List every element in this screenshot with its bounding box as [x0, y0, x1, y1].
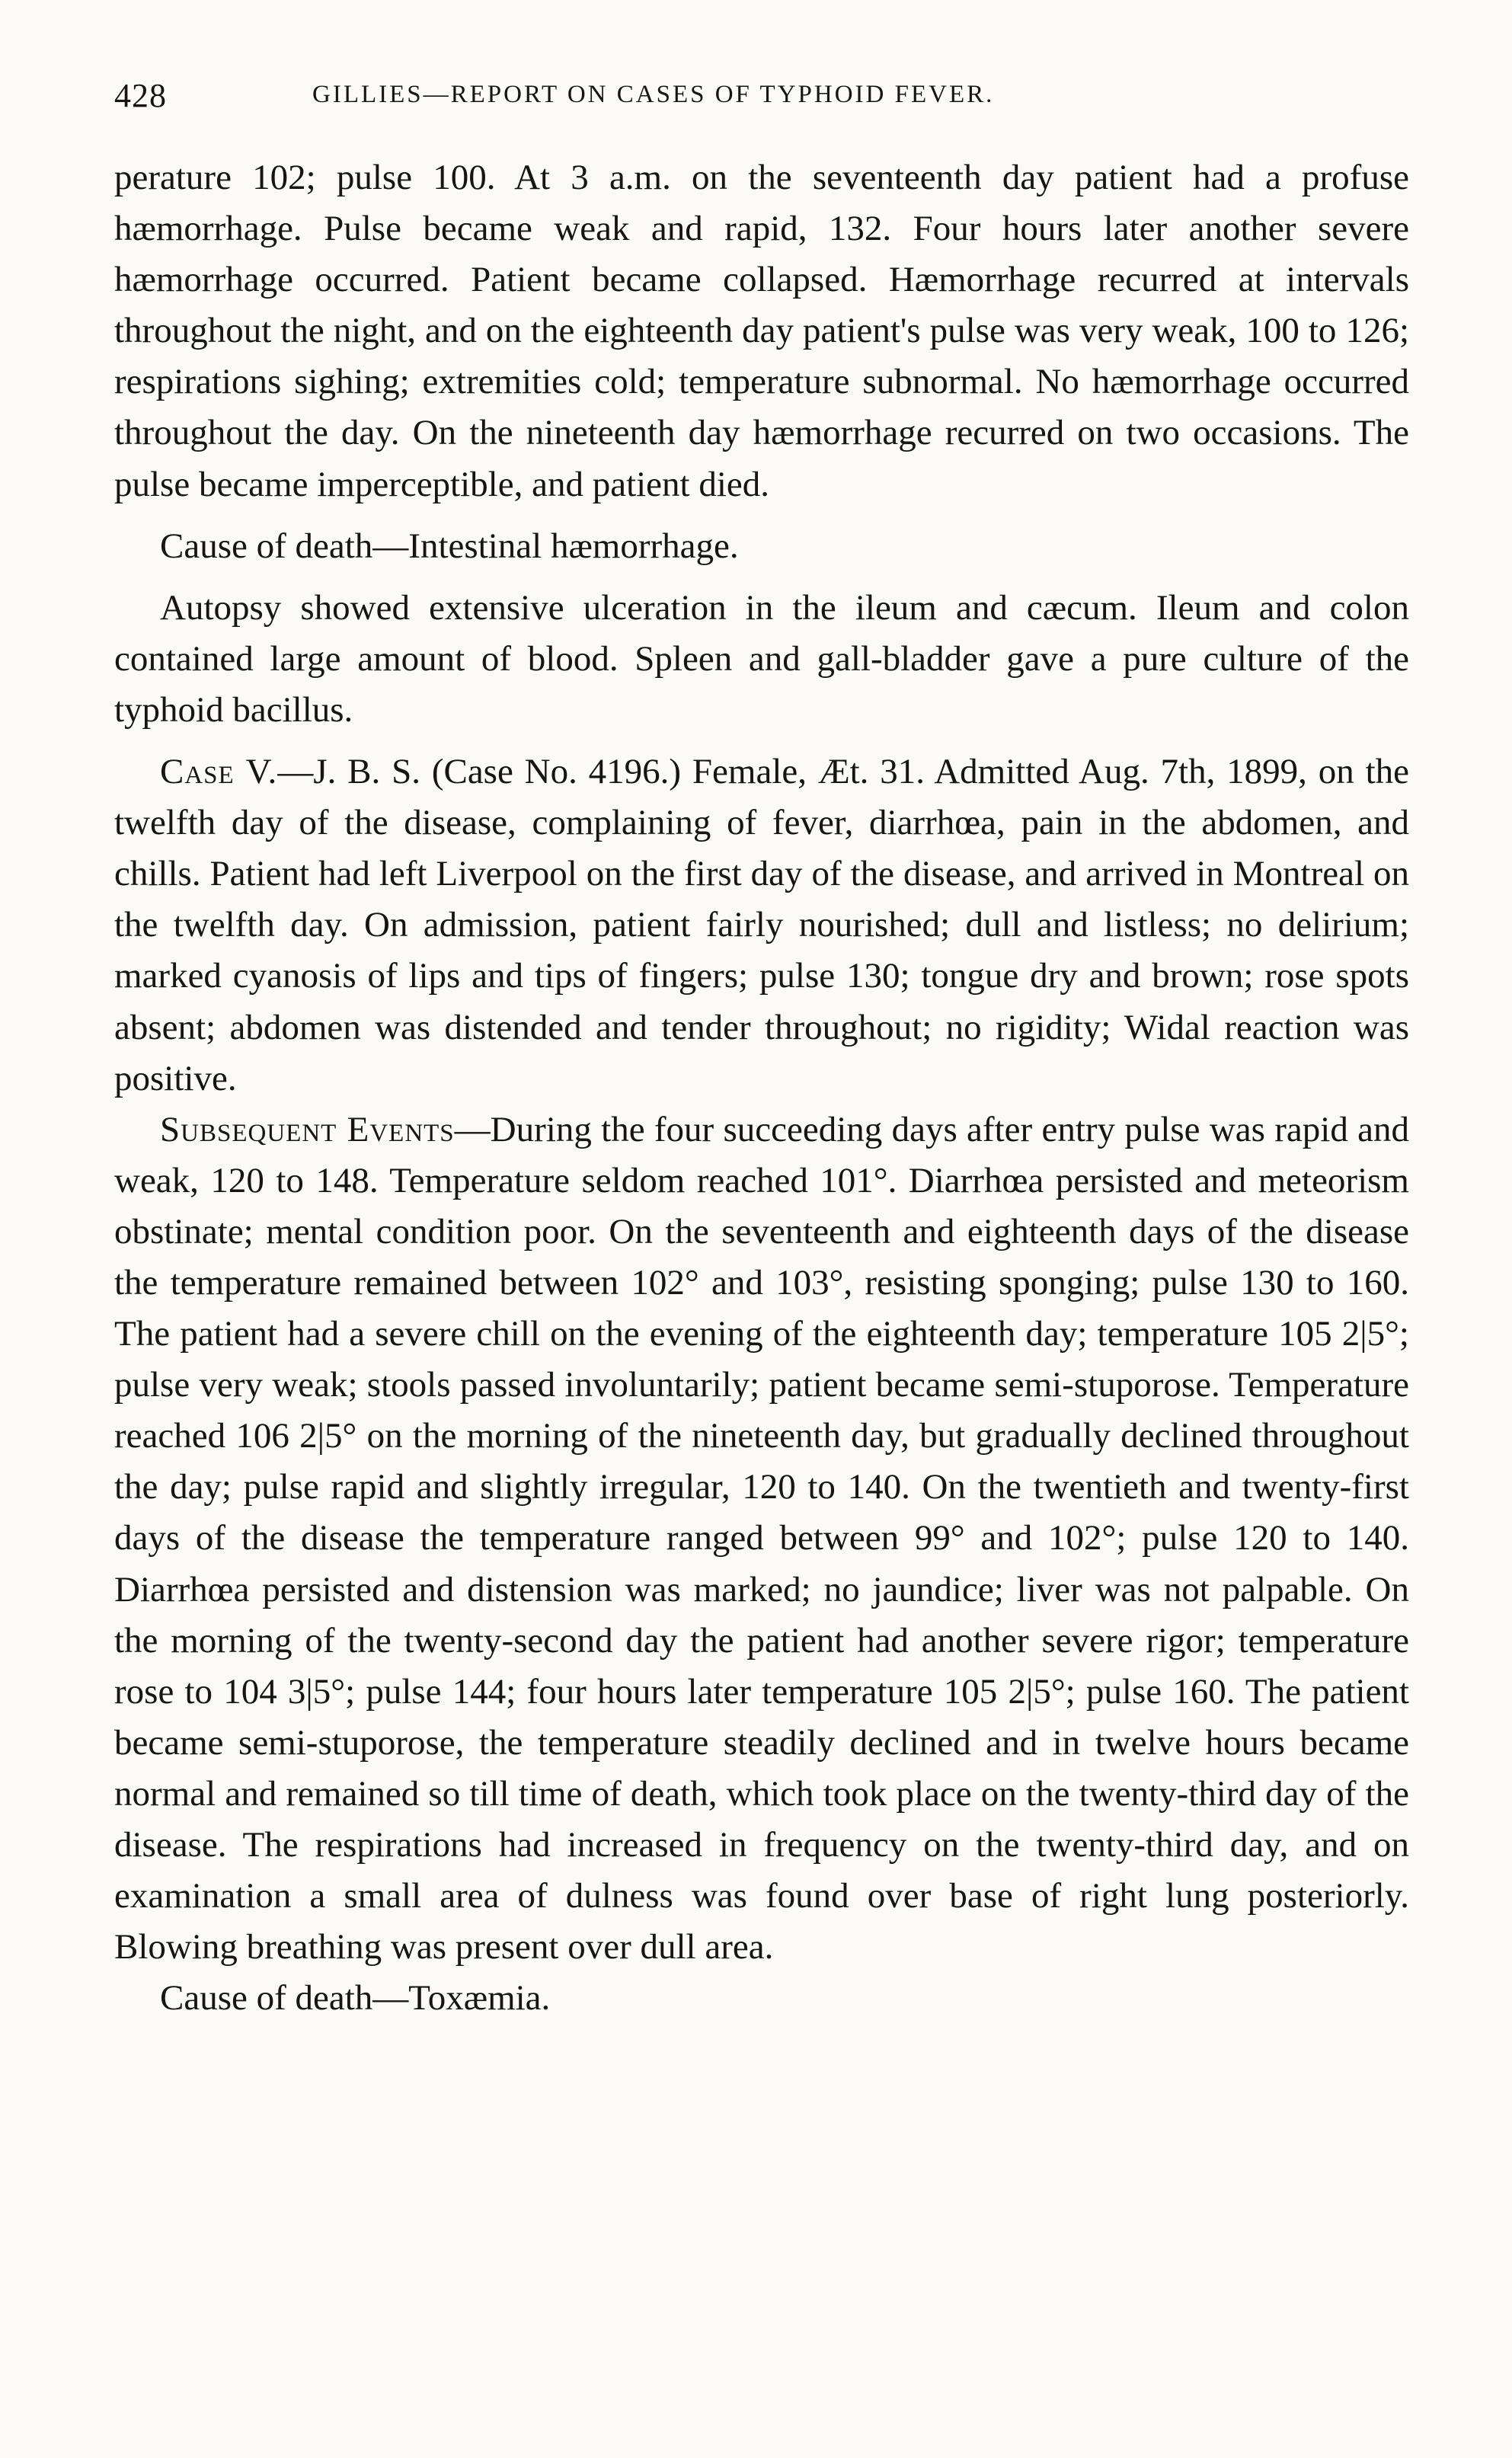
- paragraph-case-iv-continuation: [114, 152, 1409, 510]
- paragraph-text: Cause of death—Intestinal hæmorrhage.: [160, 526, 739, 566]
- paragraph-text: —J. B. S. (Case No. 4196.) Female, Æt. 31. Admitted Aug. 7th, 1899, on the twelfth day of the disease, complaining of fever, diarrhœa, pain in the abdomen, and chills. Patient had left Liverpool on the first day of the disease, and arrived in Montreal on the twelfth day. On admission, patient fairly nourished; dull and listless; no delirium; marked cyanosis of lips and tips of fingers; pulse 130; tongue dry and brown; rose spots absent; abdomen was distended and tender throughout; no rigidity; Widal reaction was positive.: [114, 752, 1409, 1098]
- paragraph-text: —During the four succeeding days after entry pulse was rapid and weak, 120 to 148. Temperature seldom reached 101°. Diarrhœa persisted and meteorism obstinate; mental condition poor. On the seventeenth and eighteenth days of the disease the temperature remained between 102° and 103°, resisting sponging; pulse 130 to 160. The patient had a severe chill on the evening of the eighteenth day; temperature 105 2|5°; pulse very weak; stools passed involuntarily; patient became semi-stuporose. Temperature reached 106 2|5° on the morning of the nineteenth day, but gradually declined throughout the day; pulse rapid and slightly irregular, 120 to 140. On the twentieth and twenty-first days of the disease the temperature ranged between 99° and 102°; pulse 120 to 140. Diarrhœa persisted and distension was marked; no jaundice; liver was not palpable. On the morning of the twenty-second day the patient had another severe rigor; temperature rose to 104 3|5°; pulse 144; four hours later temperature 105 2|5°; pulse 160. The patient became semi-stuporose, the temperature steadily declined and in twelve hours became normal and remained so till time of death, which took place on the twenty-third day of the disease. The respirations had increased in frequency on the twenty-third day, and on examination a small area of dulness was found over base of right lung posteriorly. Blowing breathing was present over dull area.: [114, 1109, 1410, 1967]
- paragraph-cause-of-death-toxaemia: [114, 1973, 1409, 2024]
- case-heading: Case V.: [160, 752, 278, 792]
- paragraph-subsequent-events: [114, 1104, 1409, 1974]
- paragraph-text: perature 102; pulse 100. At 3 a.m. on the seventeenth day patient had a profuse hæmorrhage. Pulse became weak and rapid, 132. Four hours later another severe hæmorrhage occurred. Patient became collapsed. Hæmorrhage recurred at intervals throughout the night, and on the eighteenth day patient's pulse was very weak, 100 to 126; respirations sighing; extremities cold; temperature subnormal. No hæmorrhage occurred throughout the day. On the nineteenth day hæmorrhage recurred on two occasions. The pulse became imperceptible, and patient died.: [114, 158, 1409, 504]
- page-number: 428: [114, 77, 167, 114]
- paragraph-case-v: [114, 746, 1409, 1104]
- page-header: [114, 76, 1409, 122]
- paragraph-text: Autopsy showed extensive ulceration in the ileum and cæcum. Ileum and colon contained large amount of blood. Spleen and gall-bladder gave a pure culture of the typhoid bacillus.: [114, 587, 1409, 730]
- paragraph-cause-of-death: [114, 521, 1409, 572]
- body-text: [114, 152, 1409, 2024]
- paragraph-text: Cause of death—Toxæmia.: [160, 1978, 551, 2019]
- running-head: GILLIES—REPORT ON CASES OF TYPHOID FEVER.: [312, 81, 995, 108]
- paragraph-autopsy: [114, 583, 1409, 736]
- section-heading: Subsequent Events: [160, 1109, 455, 1149]
